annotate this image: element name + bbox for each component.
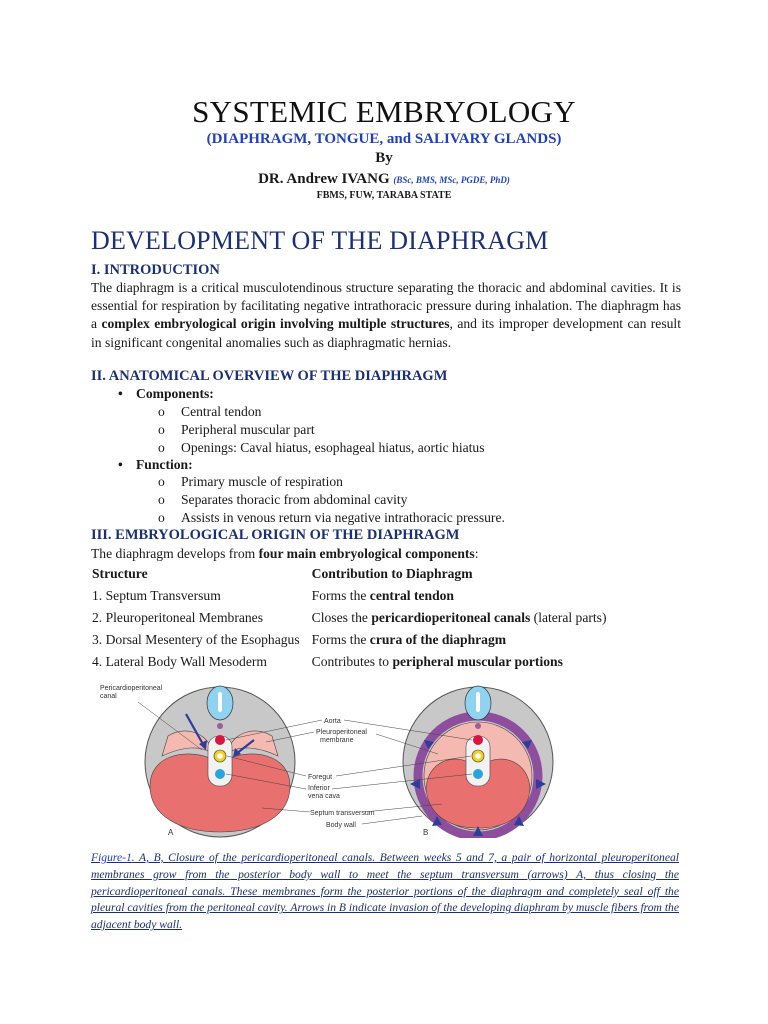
cell-bold: peripheral muscular portions — [392, 654, 563, 669]
cell-contribution — [306, 651, 613, 673]
leader-line — [362, 816, 422, 824]
neural-canal-b — [476, 692, 480, 712]
intro-heading: I. INTRODUCTION — [91, 262, 220, 278]
affiliation: FBMS, FUW, TARABA STATE — [316, 190, 452, 201]
cell-contribution — [306, 629, 613, 651]
sub-bullet: o — [158, 440, 165, 455]
origin-intro-2: : — [474, 546, 479, 561]
sub-bullet: o — [158, 510, 165, 525]
cell-pre: Closes the — [311, 610, 372, 625]
function-label: Function: — [136, 457, 193, 472]
label-pericardio: Pericardioperitoneal — [100, 685, 163, 692]
bullet-dot: • — [118, 457, 123, 472]
aorta-a — [215, 735, 225, 745]
origin-table — [86, 563, 613, 673]
label-aorta: Aorta — [324, 718, 341, 725]
function-venous-return: Assists in venous return via negative intrathoracic pressure. — [181, 510, 505, 525]
figure-caption — [91, 850, 679, 934]
sub-bullet: o — [158, 422, 165, 437]
figure-panel-b — [403, 686, 553, 837]
table-row — [86, 651, 613, 673]
origin-heading: III. EMBRYOLOGICAL ORIGIN OF THE DIAPHRAGM — [91, 527, 460, 543]
label-ivc-2: vena cava — [308, 793, 340, 800]
origin-intro — [91, 545, 681, 563]
cell-structure: 2. Pleuroperitoneal Membranes — [92, 610, 264, 625]
function-separates: Separates thoracic from abdominal cavity — [181, 492, 408, 507]
label-pleuro-1: Pleuroperitoneal — [316, 729, 367, 736]
caption-lead: Figure-1 — [91, 851, 132, 864]
label-septum: Septum transversum — [310, 810, 375, 817]
function-respiration: Primary muscle of respiration — [181, 474, 343, 489]
column-header-structure: Structure — [92, 566, 148, 581]
cell-contribution — [306, 585, 613, 607]
intro-text-1: The diaphragm is a critical musculotendinous structure separating the thoracic and abdominal cavities. It is essential for respiration by facilitating negative intrathoracic pressure during inhalation. The diaphragm has a — [91, 280, 681, 332]
table-row — [86, 629, 613, 651]
ivc-a — [215, 769, 225, 779]
diaphragm-figure — [92, 676, 576, 838]
cell-pre: Contributes to — [311, 654, 393, 669]
table-row — [86, 607, 613, 629]
sub-bullet: o — [158, 474, 165, 489]
figure-panel-a — [100, 685, 295, 837]
cell-bold: crura of the diaphragm — [369, 632, 507, 647]
label-pleuro-2: membrane — [320, 737, 354, 744]
ivc-b — [473, 769, 483, 779]
origin-intro-bold: four main embryological components — [258, 546, 475, 561]
by-line: By — [375, 150, 393, 166]
component-openings: Openings: Caval hiatus, esophageal hiatus, aortic hiatus — [181, 440, 485, 455]
component-central-tendon: Central tendon — [181, 404, 262, 419]
aorta-b — [473, 735, 483, 745]
cell-structure: 4. Lateral Body Wall Mesoderm — [92, 654, 267, 669]
table-row — [86, 585, 613, 607]
sub-bullet: o — [158, 492, 165, 507]
cell-contribution — [306, 607, 613, 629]
cell-post: (lateral parts) — [530, 610, 607, 625]
label-ivc-1: Inferior — [308, 785, 330, 792]
intro-bold: complex embryological origin involving multiple structures — [101, 316, 450, 332]
bullet-dot: • — [118, 386, 123, 401]
components-label: Components: — [136, 386, 214, 401]
section-title: DEVELOPMENT OF THE DIAPHRAGM — [91, 226, 549, 255]
component-muscular-part: Peripheral muscular part — [181, 422, 315, 437]
cell-structure: 1. Septum Transversum — [92, 588, 221, 603]
author-line — [0, 171, 768, 188]
foregut-lumen-b — [475, 753, 481, 759]
author-name: DR. Andrew IVANG — [258, 171, 390, 187]
label-canal: canal — [100, 693, 117, 700]
panel-label-a: A — [168, 828, 174, 837]
document-title: SYSTEMIC EMBRYOLOGY — [192, 94, 576, 129]
label-foregut: Foregut — [308, 774, 333, 781]
intro-paragraph — [91, 279, 681, 352]
cell-bold: central tendon — [369, 588, 454, 603]
notochord-a — [217, 723, 223, 729]
panel-label-b: B — [423, 828, 429, 837]
foregut-lumen-a — [217, 753, 223, 759]
label-body-wall: Body wall — [326, 822, 356, 829]
document-subtitle: (DIAPHRAGM, TONGUE, and SALIVARY GLANDS) — [206, 131, 562, 147]
cell-pre: Forms the — [311, 588, 370, 603]
column-header-contribution: Contribution to Diaphragm — [311, 566, 473, 581]
cell-structure: 3. Dorsal Mesentery of the Esophagus — [92, 632, 300, 647]
author-credentials: (BSc, BMS, MSc, PGDE, PhD) — [393, 175, 510, 185]
caption-text: . A, B, Closure of the pericardioperitoneal canals. Between weeks 5 and 7, a pair of horizontal pleuroperitoneal membranes grow from the posterior body wall to meet the septum transversum (arrows) A, thus closing the pericardioperitoneal canals. These membranes form the posterior portions of the diaphragm and completely seal off the pleural cavities from the peritoneal cavity. Arrows in B indicate invasion of the developing diaphram by muscle fibers from the adjacent body wall. — [91, 851, 679, 932]
origin-intro-1: The diaphragm develops from — [91, 546, 259, 561]
cell-pre: Forms the — [311, 632, 370, 647]
overview-heading: II. ANATOMICAL OVERVIEW OF THE DIAPHRAGM — [91, 368, 448, 384]
neural-canal-a — [218, 692, 222, 712]
table-header-row — [86, 563, 613, 585]
notochord-b — [475, 723, 481, 729]
sub-bullet: o — [158, 404, 165, 419]
cell-bold: pericardioperitoneal canals — [371, 610, 531, 625]
intro-text-2: , and its improper development can result in significant congenital anomalies such as diaphragmatic hernias. — [91, 316, 681, 350]
